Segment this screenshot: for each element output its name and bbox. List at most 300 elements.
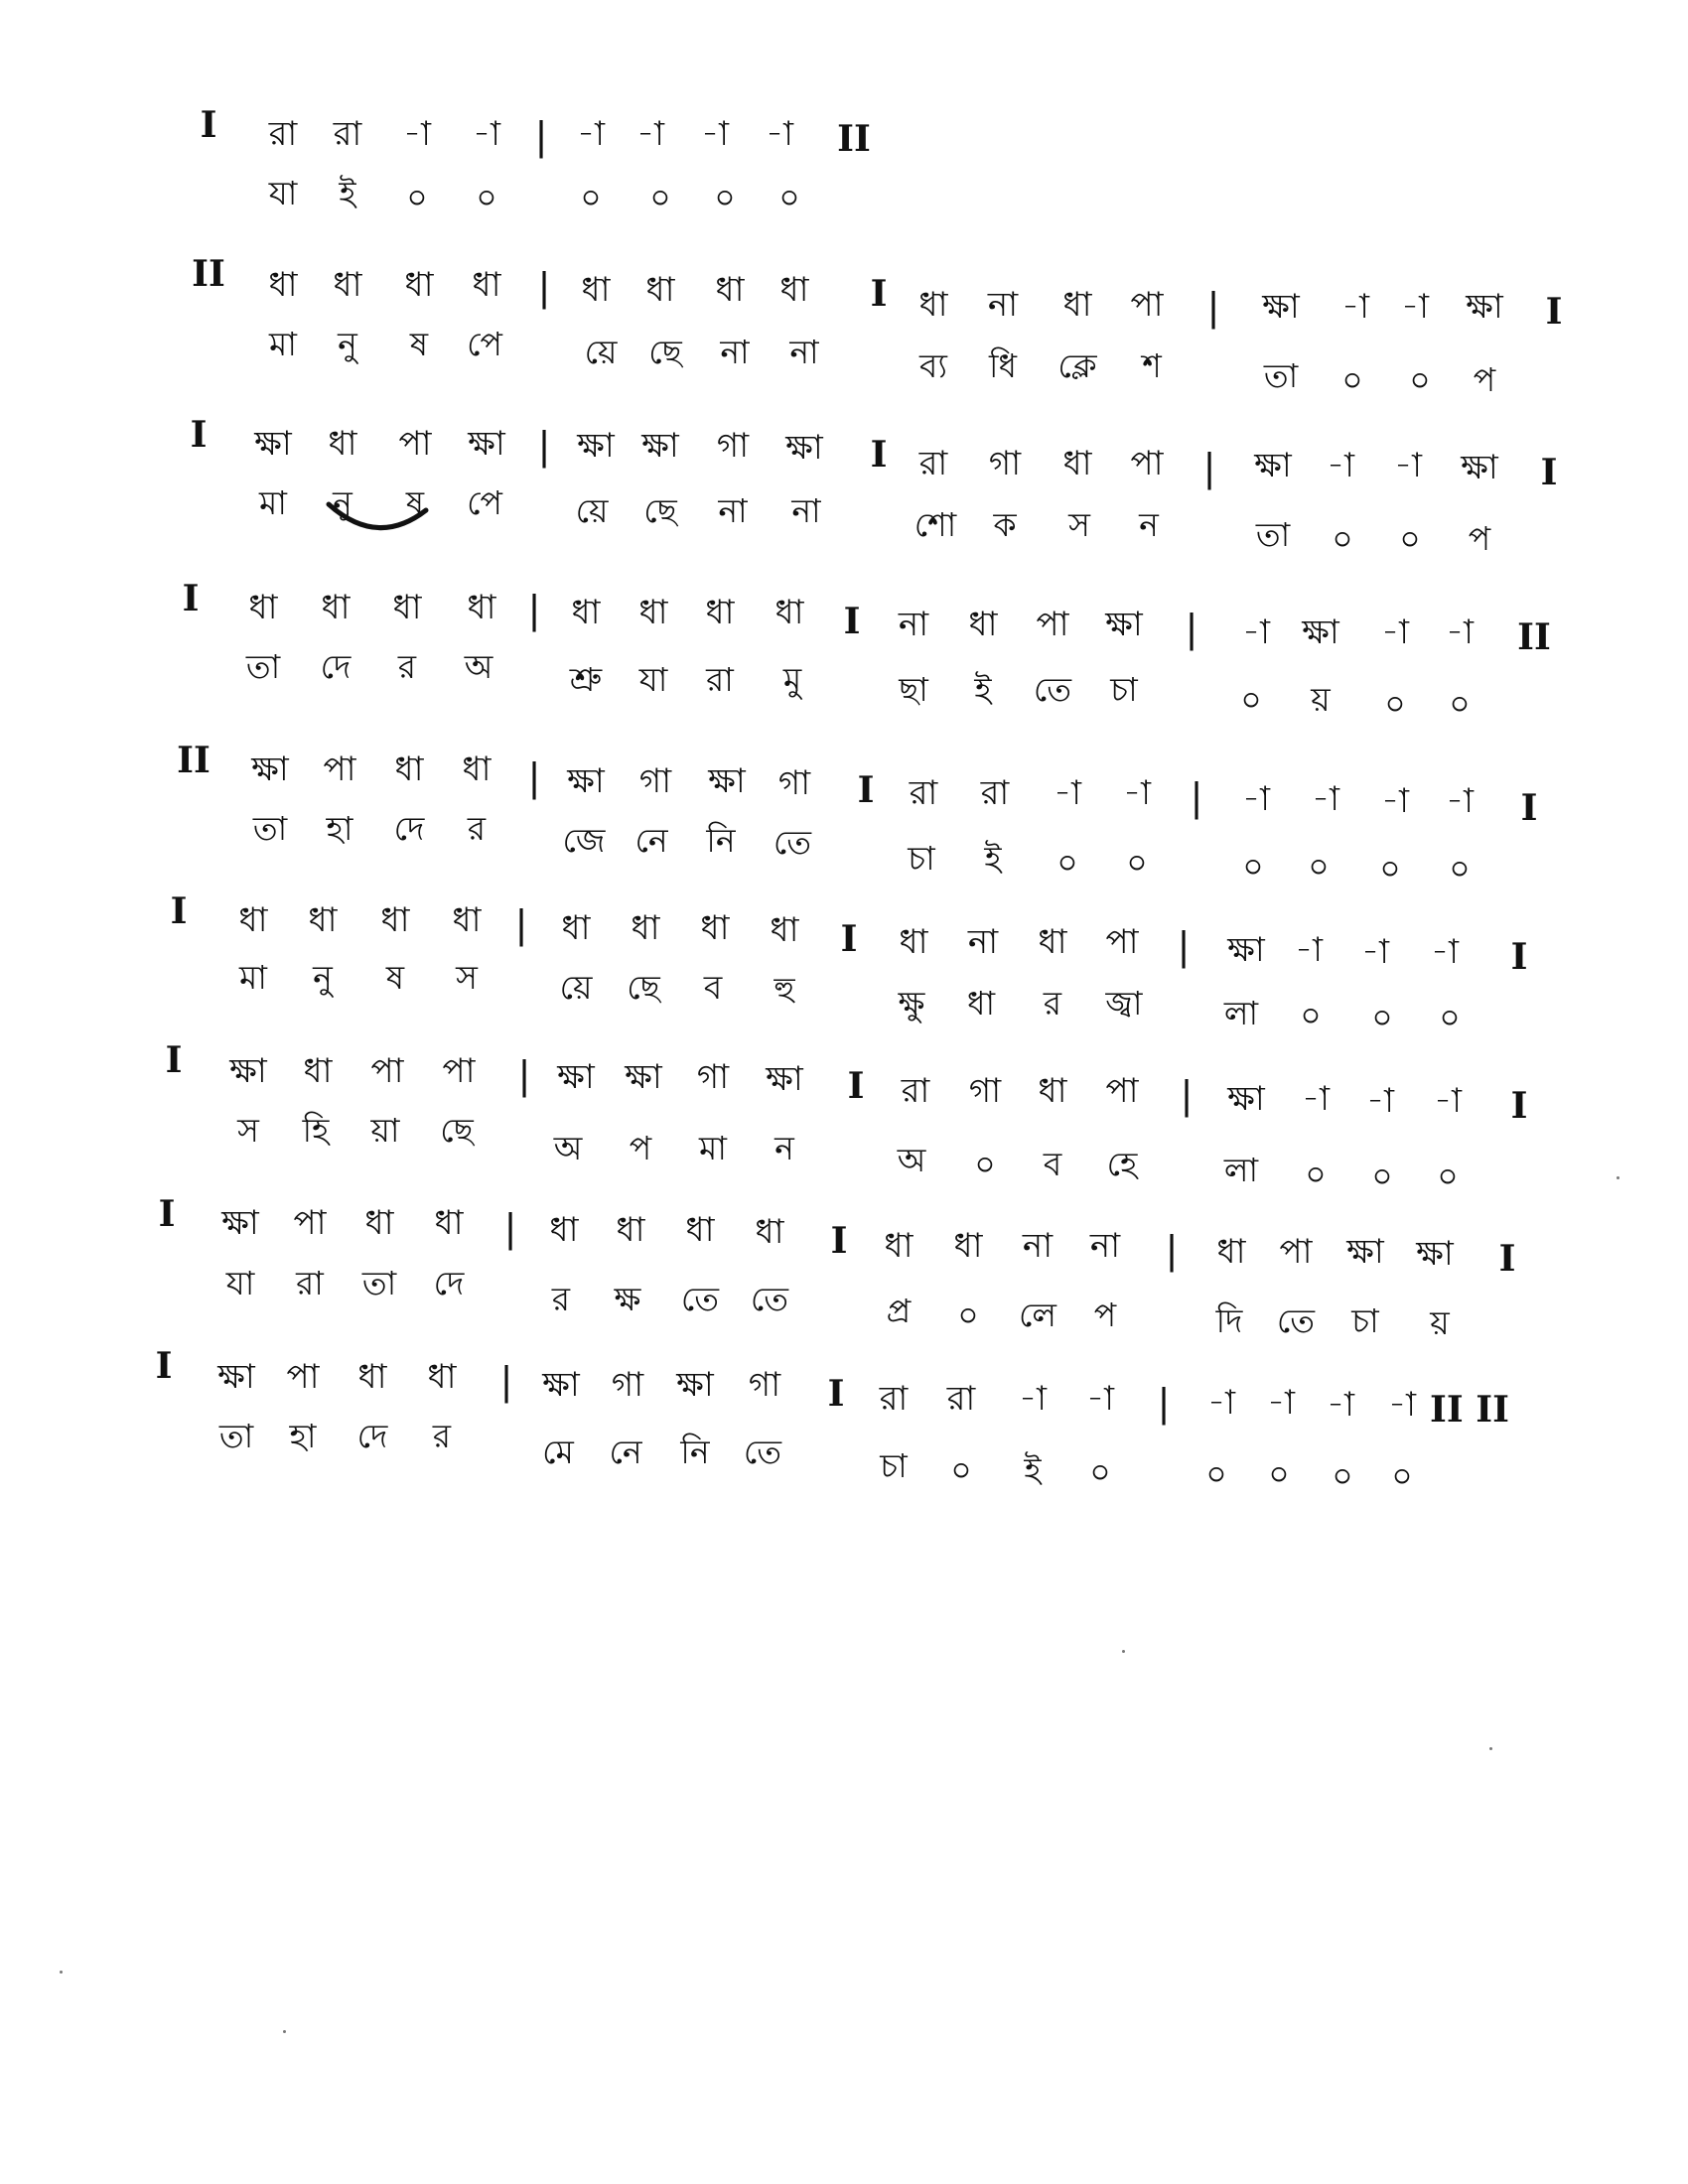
beat-divider: | [1202,446,1216,489]
lyric-syllable: লে [1019,1296,1056,1334]
barline: I [190,414,208,456]
swara-note: ধা [321,588,351,627]
swara-note: -া [1388,1385,1416,1425]
swara-note: -া [1123,773,1151,813]
swara-note: -া [701,114,729,154]
lyric-syllable: তা [218,1417,254,1455]
lyric-syllable: ধি [989,346,1017,385]
swara-note: ক্ষা [1461,448,1498,487]
swara-note: ক্ষা [1105,605,1143,644]
lyric-syllable: ০ [1371,998,1393,1036]
lyric-syllable: চা [1110,670,1138,709]
swara-note: পা [1105,922,1139,962]
lyric-syllable: না [718,491,748,530]
lyric-syllable: ০ [1384,684,1406,723]
lyric-syllable: প্র [886,1292,912,1330]
swara-note: ধা [452,900,482,940]
lyric-syllable: প [629,1129,652,1167]
lyric-syllable: র [551,1280,571,1318]
lyric-syllable: ০ [1391,1456,1413,1495]
swara-note: পা [1036,605,1069,644]
barline: I [200,104,217,146]
beat-divider: | [537,424,551,468]
swara-note: পা [1130,285,1164,325]
lyric-syllable: হে [1106,1145,1138,1183]
swara-note: ধা [953,1226,983,1266]
lyric-syllable: ব [1043,1145,1062,1183]
swara-note: ক্ষা [676,1365,714,1405]
lyric-syllable: শ্রু [569,660,603,699]
lyric-syllable: ছে [627,968,660,1007]
lyric-syllable: জে [562,821,606,860]
swara-note: ক্ষা [1262,287,1300,327]
lyric-syllable: নু [313,958,333,997]
swara-note: -া [1401,287,1429,327]
swara-note: ধা [1038,922,1067,962]
lyric-syllable: তা [1255,515,1291,554]
swara-note: -া [1361,932,1389,972]
lyric-syllable: ০ [580,178,602,216]
swara-note: -া [1302,1079,1330,1119]
swara-note: পা [286,1357,320,1397]
lyric-syllable: ০ [1409,360,1431,399]
swara-note: ধা [1062,444,1092,483]
lyric-syllable: ধা [966,984,996,1023]
lyric-syllable: পে [467,325,502,363]
scan-speck [1617,1176,1619,1179]
lyric-syllable: নু [333,483,352,522]
lyric-syllable: ই [974,670,992,709]
lyric-syllable: চা [880,1446,908,1485]
swara-note: -া [1381,781,1409,821]
swara-note: -া [1446,781,1474,821]
swara-note: -া [1327,1385,1354,1425]
lyric-syllable: শ [1142,346,1162,385]
barline: I [165,1039,183,1081]
swara-note: ধা [561,908,591,948]
lyric-syllable: ক্ষ [614,1280,641,1318]
swara-note: ধা [685,1210,715,1250]
lyric-syllable: দি [1215,1301,1243,1340]
lyric-syllable: মা [259,483,287,522]
swara-note: ক্ষা [251,750,289,789]
lyric-syllable: ০ [649,178,671,216]
lyric-syllable: ষ [385,958,405,997]
barline: I [870,273,888,315]
lyric-syllable: তে [1033,670,1072,709]
swara-note: ধা [392,588,422,627]
swara-note: ধা [774,593,804,632]
lyric-syllable: হা [289,1417,317,1455]
swara-note: -া [1341,287,1369,327]
lyric-syllable: মা [699,1129,727,1167]
swara-note: -া [1267,1383,1295,1423]
lyric-syllable: না [720,333,750,371]
swara-note: পা [293,1203,327,1243]
barline: I [158,1193,176,1235]
swara-note: রা [946,1379,976,1419]
lyric-syllable: ০ [950,1450,972,1489]
lyric-syllable: তে [750,1280,789,1318]
swara-note: -া [1207,1383,1235,1423]
lyric-syllable: স [1068,505,1090,544]
lyric-syllable: ০ [1449,849,1471,887]
lyric-syllable: নি [680,1433,710,1471]
swara-note: ক্ষা [1346,1232,1384,1272]
lyric-syllable: লা [1223,1151,1259,1189]
swara-note: গা [968,1071,1002,1111]
swara-note: না [898,605,929,644]
lyric-syllable: তে [743,1433,782,1471]
swara-note: -া [1366,1081,1394,1121]
lyric-syllable: তা [361,1264,397,1302]
barline: I [870,434,888,476]
lyric-syllable: ০ [1300,996,1322,1034]
lyric-syllable: য় [1430,1303,1450,1342]
lyric-syllable: মা [239,958,267,997]
swara-note: -া [766,114,793,154]
barline: I [1540,452,1558,493]
barline: II [1517,616,1551,658]
beat-divider: | [1190,775,1203,819]
scan-speck [283,2030,286,2033]
lyric-syllable: যা [638,660,668,699]
lyric-syllable: নু [338,325,357,363]
barline: I [847,1065,865,1107]
swara-note: পা [1105,1071,1139,1111]
swara-note: -া [1434,1081,1462,1121]
swara-note: -া [636,114,664,154]
lyric-syllable: শো [914,505,957,544]
lyric-syllable: ০ [1379,849,1401,887]
swara-note: -া [1312,779,1339,819]
lyric-syllable: ক্লে [1057,346,1097,385]
barline: I [155,1345,173,1387]
lyric-syllable: হু [774,970,795,1009]
lyric-syllable: ০ [1449,684,1471,723]
lyric-syllable: নে [634,821,668,860]
swara-note: ধা [328,424,357,464]
swara-note: ক্ষা [221,1203,259,1243]
swara-note: ক্ষা [641,426,679,466]
lyric-syllable: ০ [1056,843,1078,882]
swara-note: ধা [638,593,668,632]
lyric-syllable: স [456,958,478,997]
lyric-syllable: য় [1311,680,1331,719]
lyric-syllable: তে [1276,1301,1316,1340]
beat-divider: | [527,755,541,799]
swara-note: -া [473,114,500,154]
swara-note: ক্ষা [254,424,292,464]
lyric-syllable: মে [542,1433,574,1471]
swara-note: ধা [770,910,799,950]
swara-note: ধা [581,270,611,310]
swara-note: ধা [705,593,735,632]
lyric-syllable: তে [773,823,812,862]
lyric-syllable: ০ [1437,1157,1459,1195]
swara-note: ধা [1216,1232,1246,1272]
lyric-syllable: লা [1223,994,1259,1032]
lyric-syllable: অ [553,1129,583,1167]
lyric-syllable: ক [993,505,1017,544]
swara-note: ধা [616,1210,645,1250]
swara-note: রা [268,114,298,154]
lyric-syllable: ০ [1268,1454,1290,1493]
swara-note: গা [777,763,811,803]
lyric-syllable: অ [897,1141,926,1179]
swara-note: ক্ষা [708,761,746,801]
barline: II II [1430,1389,1509,1431]
swara-note: ক্ষা [766,1059,803,1099]
beat-divider: | [517,1053,531,1097]
swara-note: রা [918,444,948,483]
swara-note: ধা [715,270,745,310]
lyric-syllable: দে [393,809,425,848]
swara-note: ধা [268,265,298,305]
lyric-syllable: ব [703,968,723,1007]
lyric-syllable: প [1468,519,1491,558]
swara-note: -া [1394,446,1422,485]
lyric-syllable: প [1473,360,1496,399]
lyric-syllable: ০ [1305,1155,1327,1193]
swara-note: রা [901,1071,930,1111]
lyric-syllable: হি [302,1111,330,1150]
barline: I [1545,291,1563,333]
swara-note: ধা [549,1210,579,1250]
lyric-syllable: রা [706,660,734,699]
lyric-syllable: য়ে [584,333,618,371]
lyric-syllable: চা [1351,1301,1379,1340]
swara-note: ধা [571,593,601,632]
lyric-syllable: মা [269,325,297,363]
lyric-syllable: ০ [476,178,497,216]
swara-note: ক্ষা [1416,1234,1454,1274]
lyric-syllable: ০ [1332,519,1353,558]
swara-note: ধা [472,265,501,305]
lyric-syllable: ০ [406,178,428,216]
beat-divider: | [1177,924,1191,968]
lyric-syllable: ০ [974,1145,996,1183]
swara-note: রা [333,114,362,154]
lyric-syllable: হা [326,809,353,848]
scan-speck [1489,1747,1492,1750]
swara-note: ক্ষা [217,1357,255,1397]
swara-note: গা [716,426,750,466]
beat-divider: | [1206,285,1220,329]
lyric-syllable: তা [1263,356,1299,395]
lyric-syllable: দে [356,1417,388,1455]
lyric-syllable: ০ [714,178,736,216]
swara-note: ধা [394,750,424,789]
swara-note: ক্ষা [1466,287,1503,327]
barline: I [1510,1085,1528,1127]
swara-note: পা [1130,444,1164,483]
lyric-syllable: ছে [440,1111,474,1150]
swara-note: -া [1054,773,1081,813]
beat-divider: | [537,265,551,309]
swara-note: না [967,922,999,962]
barline: I [830,1220,848,1262]
barline: I [182,578,200,619]
lyric-syllable: ০ [1126,843,1148,882]
swara-note: ক্ষা [785,428,823,468]
lyric-syllable: ন [774,1129,794,1167]
lyric-syllable: প [1093,1296,1117,1334]
barline: I [1520,787,1538,829]
swara-note: ধা [248,588,278,627]
lyric-syllable: রা [296,1264,324,1302]
lyric-syllable: না [791,491,821,530]
lyric-syllable: ০ [1439,998,1461,1036]
swara-note: ধা [380,900,410,940]
lyric-syllable: দে [433,1264,465,1302]
beat-divider: | [1165,1228,1179,1272]
swara-note: ধা [467,588,496,627]
swara-note: পা [370,1051,404,1091]
swara-note: রা [879,1379,909,1419]
swara-note: ক্ষা [229,1051,267,1091]
lyric-syllable: পে [467,483,502,522]
lyric-syllable: ০ [1242,847,1264,886]
barline: I [1510,936,1528,978]
swara-note: না [1089,1226,1121,1266]
scan-speck [1122,1650,1125,1653]
lyric-syllable: ০ [1240,680,1262,719]
lyric-syllable: ০ [1308,847,1330,886]
lyric-syllable: ক্ষু [898,984,925,1023]
swara-note: পা [442,1051,476,1091]
lyric-syllable: য়ে [559,968,593,1007]
beat-divider: | [499,1359,513,1403]
swara-note: ধা [364,1203,394,1243]
swara-note: ক্ষা [1227,930,1265,970]
beat-divider: | [527,588,541,631]
lyric-syllable: র [432,1417,452,1455]
swara-note: না [1022,1226,1054,1266]
lyric-syllable: না [789,333,819,371]
lyric-syllable: তা [252,809,288,848]
swara-note: -া [1431,932,1459,972]
swara-note: ধা [700,908,730,948]
swara-note: -া [1446,613,1474,652]
swara-note: ধা [631,908,660,948]
swara-note: গা [638,761,672,801]
swara-note: -া [403,114,431,154]
swara-note: ধা [1038,1071,1067,1111]
swara-note: রা [980,773,1010,813]
swara-note: ধা [357,1357,387,1397]
scan-speck [60,1971,63,1974]
barline: I [170,890,188,932]
lyric-syllable: দে [320,647,352,686]
beat-divider: | [1185,607,1198,650]
swara-note: ধা [427,1357,457,1397]
swara-note: ধা [404,265,434,305]
lyric-syllable: যা [268,174,298,212]
lyric-syllable: ০ [778,178,800,216]
barline: II [837,118,871,160]
lyric-syllable: ই [984,839,1002,878]
swara-note: পা [323,750,356,789]
swara-note: ধা [238,900,268,940]
swara-note: ধা [333,265,362,305]
barline: II [192,253,225,295]
lyric-syllable: নে [609,1433,642,1471]
swara-note: গা [748,1365,781,1405]
swara-note: -া [1019,1379,1047,1419]
lyric-syllable: স [237,1111,259,1150]
lyric-syllable: ই [1024,1450,1042,1489]
swara-note: ধা [755,1212,784,1252]
swara-note: ধা [968,605,998,644]
lyric-syllable: ন [1139,505,1159,544]
swara-note: ধা [303,1051,333,1091]
swara-note: পা [398,424,432,464]
swara-note: -া [577,114,605,154]
swara-note: ক্ষা [567,761,605,801]
barline: I [1498,1238,1516,1280]
swara-note: রা [909,773,938,813]
swara-note: ধা [779,270,809,310]
swara-note: ধা [899,922,928,962]
lyric-syllable: ০ [1205,1454,1227,1493]
swara-note: ধা [884,1226,914,1266]
swara-note: ক্ষা [542,1365,580,1405]
swara-note: -া [1381,613,1409,652]
lyric-syllable: জ্বা [1105,984,1143,1023]
swara-note: -া [1242,779,1270,819]
lyric-syllable: ০ [1399,519,1421,558]
lyric-syllable: ষ [405,483,425,522]
lyric-syllable: র [467,809,487,848]
beat-divider: | [534,114,548,158]
lyric-syllable: ষ [409,325,429,363]
swara-note: ক্ষা [468,424,505,464]
swara-note: গা [696,1057,730,1097]
lyric-syllable: যা [225,1264,255,1302]
lyric-syllable: তা [245,647,281,686]
swara-note: -া [1295,930,1323,970]
lyric-syllable: ছা [899,670,928,709]
beat-divider: | [514,902,528,946]
swara-note: গা [611,1365,644,1405]
lyric-syllable: র [1043,984,1062,1023]
swara-note: ক্ষা [557,1057,595,1097]
swara-note: না [987,285,1019,325]
lyric-syllable: ব্য [919,346,947,385]
lyric-syllable: ০ [1332,1456,1353,1495]
barline: I [857,769,875,811]
lyric-syllable: অ [464,647,493,686]
swara-note: ধা [308,900,338,940]
lyric-syllable: নি [706,821,736,860]
swara-note: ধা [645,270,675,310]
lyric-syllable: য়া [370,1111,400,1150]
beat-divider: | [503,1206,517,1250]
swara-note: ধা [1062,285,1092,325]
lyric-syllable: ০ [1371,1157,1393,1195]
lyric-syllable: ০ [1089,1452,1111,1491]
lyric-syllable: ই [339,174,356,212]
lyric-syllable: তে [680,1280,720,1318]
swara-note: ধা [918,285,948,325]
lyric-syllable: য়ে [575,491,609,530]
beat-divider: | [1180,1073,1194,1117]
barline: I [840,918,858,960]
barline: I [843,601,861,642]
swara-note: -া [1327,446,1354,485]
swara-note: ধা [434,1203,464,1243]
